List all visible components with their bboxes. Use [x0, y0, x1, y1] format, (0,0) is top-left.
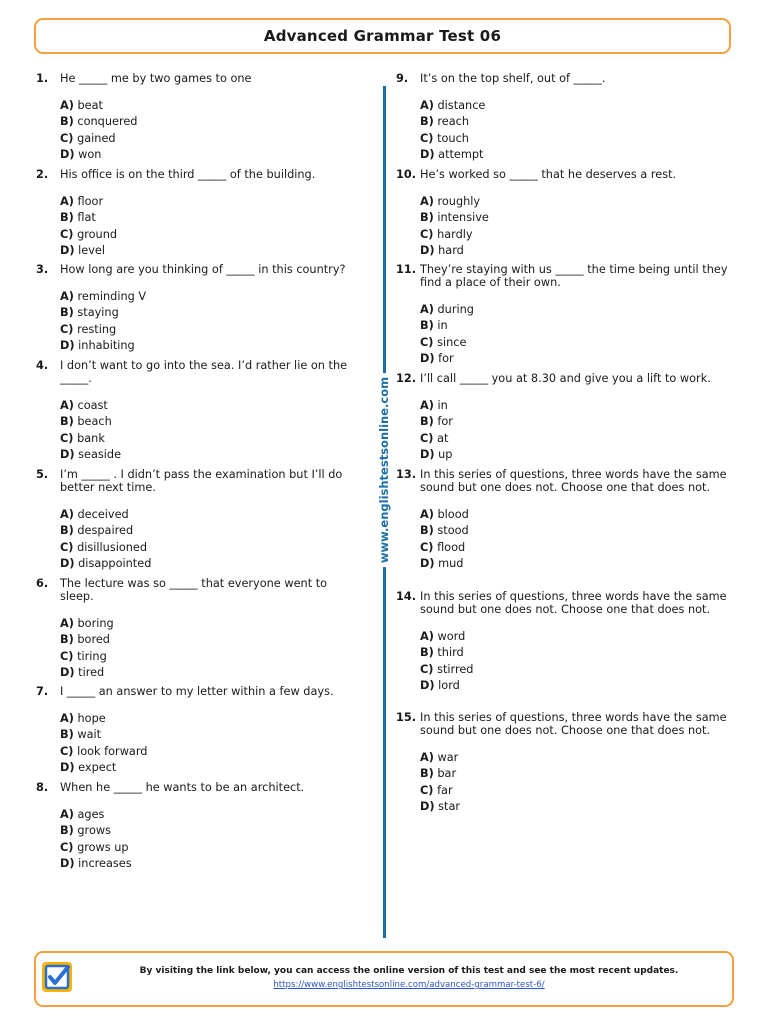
question-text: How long are you thinking of _____ in this country?	[60, 263, 346, 276]
answer-option	[60, 823, 364, 839]
answer-option	[420, 507, 736, 523]
question-text: It’s on the top shelf, out of _____.	[420, 72, 606, 85]
answer-option	[60, 760, 364, 776]
answer-text: inhabiting	[78, 339, 135, 353]
question-text: He’s worked so _____ that he deserves a rest.	[420, 168, 677, 181]
answer-option	[420, 556, 736, 572]
answer-letter: C)	[420, 335, 434, 349]
answer-text: wait	[77, 728, 102, 742]
answer-option	[420, 194, 736, 210]
answer-list	[60, 289, 364, 355]
answer-option	[60, 616, 364, 632]
answer-text: deceived	[77, 508, 129, 521]
question-text: In this series of questions, three words have the same sound but one does not. Choose one that does not.	[420, 468, 727, 494]
answer-list	[420, 398, 736, 464]
answer-letter: A)	[60, 99, 74, 112]
answer-letter: A)	[60, 195, 74, 208]
answer-text: stirred	[437, 662, 474, 676]
answer-option	[60, 322, 364, 338]
answer-option	[420, 243, 736, 259]
answer-letter: A)	[420, 630, 434, 643]
answer-option	[420, 147, 736, 163]
answer-list	[60, 711, 364, 777]
footer-notice: By visiting the link below, you can access the online version of this test and see the most recent updates.	[139, 966, 679, 976]
question-text: In this series of questions, three words have the same sound but one does not. Choose one that does not.	[420, 590, 727, 616]
question-number: 2.	[36, 168, 49, 181]
question-item	[396, 468, 736, 573]
question-text: I _____ an answer to my letter within a few days.	[60, 685, 334, 698]
question-number: 6.	[36, 577, 49, 590]
answer-text: intensive	[437, 211, 489, 225]
answer-letter: C)	[60, 840, 74, 854]
question-item	[396, 72, 736, 164]
answer-text: disillusioned	[77, 540, 148, 554]
question-number: 12.	[396, 372, 417, 385]
question-text: I don’t want to go into the sea. I’d rather lie on the _____.	[60, 359, 348, 385]
answer-option	[60, 227, 364, 243]
answer-text: expect	[78, 761, 117, 775]
answer-letter: C)	[60, 131, 74, 145]
answer-option	[60, 338, 364, 354]
answer-option	[420, 302, 736, 318]
answer-option	[60, 114, 364, 130]
answer-letter: D)	[420, 800, 435, 814]
question-text: When he _____ he wants to be an architect.	[60, 781, 305, 794]
answer-letter: B)	[420, 524, 434, 538]
answer-letter: C)	[420, 783, 434, 797]
answer-letter: A)	[60, 508, 74, 521]
answer-option	[60, 649, 364, 665]
answer-letter: B)	[60, 524, 74, 538]
answer-letter: A)	[60, 399, 74, 412]
answer-letter: D)	[60, 448, 75, 462]
answer-text: disappointed	[78, 557, 152, 571]
answer-option	[60, 243, 364, 259]
answer-list	[420, 629, 736, 695]
answer-option	[420, 629, 736, 645]
answer-list	[60, 398, 364, 464]
answer-letter: D)	[420, 244, 435, 258]
question-text: He _____ me by two games to one	[60, 72, 252, 85]
answer-text: resting	[77, 322, 117, 336]
answer-text: in	[437, 399, 448, 412]
answer-letter: C)	[420, 662, 434, 676]
answer-letter: D)	[420, 352, 435, 366]
answer-text: star	[438, 800, 461, 814]
question-item	[36, 577, 364, 682]
answer-option	[420, 540, 736, 556]
answer-text: far	[437, 783, 453, 797]
question-number: 5.	[36, 468, 49, 481]
title-banner	[34, 18, 731, 54]
question-text: I’m _____ . I didn’t pass the examination but I’ll do better next time.	[60, 468, 343, 494]
answer-option	[60, 431, 364, 447]
answer-option	[420, 799, 736, 815]
checkmark-icon	[41, 961, 73, 993]
question-number: 8.	[36, 781, 49, 794]
answer-text: boring	[77, 617, 114, 630]
answer-text: hard	[438, 244, 464, 258]
answer-letter: B)	[420, 415, 434, 429]
answer-option	[420, 318, 736, 334]
answer-letter: D)	[60, 761, 75, 775]
answer-text: bank	[77, 431, 105, 445]
answer-option	[60, 840, 364, 856]
answer-letter: C)	[60, 744, 74, 758]
answer-letter: C)	[420, 131, 434, 145]
answer-option	[420, 98, 736, 114]
answer-list	[60, 98, 364, 164]
answer-text: increases	[78, 857, 132, 871]
question-number: 9.	[396, 72, 409, 85]
answer-letter: A)	[60, 617, 74, 630]
answer-option	[420, 447, 736, 463]
answer-text: since	[437, 335, 467, 349]
answer-list	[420, 507, 736, 573]
answer-list	[60, 616, 364, 682]
answer-letter: B)	[60, 633, 74, 647]
answer-option	[60, 289, 364, 305]
question-item	[36, 781, 364, 873]
answer-text: staying	[77, 306, 119, 320]
answer-text: at	[437, 431, 449, 445]
answer-letter: B)	[420, 767, 434, 781]
answer-text: mud	[438, 557, 464, 571]
answer-text: level	[78, 244, 106, 258]
answer-letter: B)	[420, 319, 434, 333]
answer-letter: A)	[420, 99, 434, 112]
answer-letter: D)	[60, 666, 75, 680]
answer-text: despaired	[77, 524, 134, 538]
footer-banner	[34, 951, 734, 1007]
question-number: 14.	[396, 590, 417, 603]
answer-text: tired	[78, 666, 105, 680]
answer-text: look forward	[77, 744, 148, 758]
answer-option	[420, 227, 736, 243]
answer-letter: D)	[60, 244, 75, 258]
answer-text: third	[437, 646, 464, 660]
answer-option	[60, 540, 364, 556]
answer-option	[420, 398, 736, 414]
answer-option	[60, 194, 364, 210]
answer-option	[60, 305, 364, 321]
answer-option	[60, 665, 364, 681]
answer-letter: C)	[60, 431, 74, 445]
answer-text: word	[437, 630, 466, 643]
website-side-label: www.englishtestsonline.com	[377, 373, 391, 567]
answer-letter: D)	[60, 339, 75, 353]
answer-letter: C)	[60, 540, 74, 554]
answer-option	[420, 431, 736, 447]
answer-text: during	[437, 303, 474, 316]
question-text: The lecture was so _____ that everyone went to sleep.	[60, 577, 328, 603]
answer-letter: C)	[420, 431, 434, 445]
answer-text: lord	[438, 679, 460, 693]
answer-text: hardly	[437, 227, 473, 241]
answer-option	[60, 98, 364, 114]
answer-list	[60, 194, 364, 260]
answer-text: seaside	[78, 448, 122, 462]
answer-text: reach	[437, 115, 470, 129]
answer-letter: A)	[60, 290, 74, 303]
answer-text: beat	[77, 99, 103, 112]
answer-letter: A)	[420, 508, 434, 521]
answer-option	[60, 727, 364, 743]
answer-option	[420, 662, 736, 678]
answer-option	[60, 632, 364, 648]
answer-text: tiring	[77, 649, 107, 663]
question-item	[396, 590, 736, 695]
answer-letter: B)	[420, 211, 434, 225]
answer-option	[60, 414, 364, 430]
answer-letter: A)	[60, 712, 74, 725]
answer-letter: D)	[60, 148, 75, 162]
question-number: 3.	[36, 263, 49, 276]
answer-text: bar	[437, 767, 457, 781]
answer-option	[420, 114, 736, 130]
answer-text: for	[438, 352, 454, 366]
answer-text: war	[437, 751, 459, 764]
answer-option	[60, 147, 364, 163]
answer-list	[60, 507, 364, 573]
answer-text: ground	[77, 227, 118, 241]
answer-list	[60, 807, 364, 873]
answer-text: distance	[437, 99, 486, 112]
question-item	[396, 168, 736, 260]
answer-text: gained	[77, 131, 116, 145]
answer-list	[420, 302, 736, 368]
question-number: 10.	[396, 168, 417, 181]
question-number: 7.	[36, 685, 49, 698]
question-number: 15.	[396, 711, 417, 724]
answer-letter: D)	[420, 148, 435, 162]
answer-letter: C)	[60, 227, 74, 241]
answer-list	[420, 194, 736, 260]
answer-letter: B)	[60, 824, 74, 838]
answer-letter: B)	[420, 646, 434, 660]
answer-letter: D)	[420, 448, 435, 462]
answer-text: grows	[77, 824, 111, 838]
answer-text: beach	[77, 415, 112, 429]
answer-option	[420, 414, 736, 430]
answer-text: attempt	[438, 148, 484, 162]
question-item	[36, 468, 364, 573]
answer-text: up	[438, 448, 453, 462]
question-number: 4.	[36, 359, 49, 372]
answer-text: won	[78, 148, 102, 162]
answer-text: floor	[77, 195, 104, 208]
answer-option	[420, 783, 736, 799]
answer-text: for	[437, 415, 453, 429]
answer-text: ages	[77, 808, 105, 821]
answer-option	[60, 523, 364, 539]
question-text: They’re staying with us _____ the time being until they find a place of their own.	[420, 263, 728, 289]
question-item	[36, 359, 364, 464]
answer-option	[60, 807, 364, 823]
question-number: 13.	[396, 468, 417, 481]
answer-text: blood	[437, 508, 469, 521]
question-item	[36, 263, 364, 355]
answer-text: touch	[437, 131, 469, 145]
answer-text: flood	[437, 540, 466, 554]
answer-letter: D)	[420, 557, 435, 571]
answer-option	[420, 766, 736, 782]
answer-letter: B)	[60, 115, 74, 129]
answer-letter: C)	[60, 649, 74, 663]
answer-option	[420, 335, 736, 351]
answer-list	[420, 750, 736, 816]
answer-list	[420, 98, 736, 164]
answer-letter: C)	[420, 227, 434, 241]
answer-letter: A)	[420, 195, 434, 208]
question-item	[36, 685, 364, 777]
answer-option	[420, 750, 736, 766]
answer-letter: B)	[420, 115, 434, 129]
answer-letter: A)	[420, 399, 434, 412]
answer-text: roughly	[437, 195, 481, 208]
answer-letter: D)	[60, 557, 75, 571]
answer-option	[60, 398, 364, 414]
question-item	[36, 168, 364, 260]
answer-option	[60, 556, 364, 572]
answer-option	[60, 131, 364, 147]
answer-letter: A)	[420, 751, 434, 764]
answer-letter: B)	[60, 211, 74, 225]
question-item	[36, 72, 364, 164]
answer-option	[420, 523, 736, 539]
answer-letter: C)	[420, 540, 434, 554]
answer-option	[60, 507, 364, 523]
answer-text: reminding V	[77, 290, 147, 303]
answer-letter: A)	[60, 808, 74, 821]
answer-text: flat	[77, 211, 96, 225]
answer-text: conquered	[77, 115, 138, 129]
answer-text: coast	[77, 399, 108, 412]
answer-option	[60, 447, 364, 463]
answer-letter: A)	[420, 303, 434, 316]
answer-option	[60, 744, 364, 760]
question-item	[396, 711, 736, 816]
page-title: Advanced Grammar Test 06	[263, 27, 502, 45]
answer-text: in	[437, 319, 448, 333]
answer-option	[60, 711, 364, 727]
question-item	[396, 372, 736, 464]
answer-option	[60, 210, 364, 226]
answer-letter: D)	[60, 857, 75, 871]
answer-text: stood	[437, 524, 469, 538]
question-text: His office is on the third _____ of the building.	[60, 168, 316, 181]
answer-option	[420, 210, 736, 226]
answer-option	[60, 856, 364, 872]
answer-option	[420, 131, 736, 147]
question-number: 1.	[36, 72, 49, 85]
footer-link[interactable]: https://www.englishtestsonline.com/advanced-grammar-test-6/	[273, 980, 545, 990]
answer-letter: B)	[60, 306, 74, 320]
question-text: In this series of questions, three words have the same sound but one does not. Choose one that does not.	[420, 711, 727, 737]
answer-text: bored	[77, 633, 110, 647]
question-text: I’ll call _____ you at 8.30 and give you a lift to work.	[420, 372, 711, 385]
answer-letter: D)	[420, 679, 435, 693]
answer-letter: C)	[60, 322, 74, 336]
answer-option	[420, 645, 736, 661]
answer-letter: B)	[60, 415, 74, 429]
answer-letter: B)	[60, 728, 74, 742]
answer-text: hope	[77, 712, 106, 725]
question-number: 11.	[396, 263, 417, 276]
answer-text: grows up	[77, 840, 129, 854]
answer-option	[420, 351, 736, 367]
question-item	[396, 263, 736, 368]
answer-option	[420, 678, 736, 694]
